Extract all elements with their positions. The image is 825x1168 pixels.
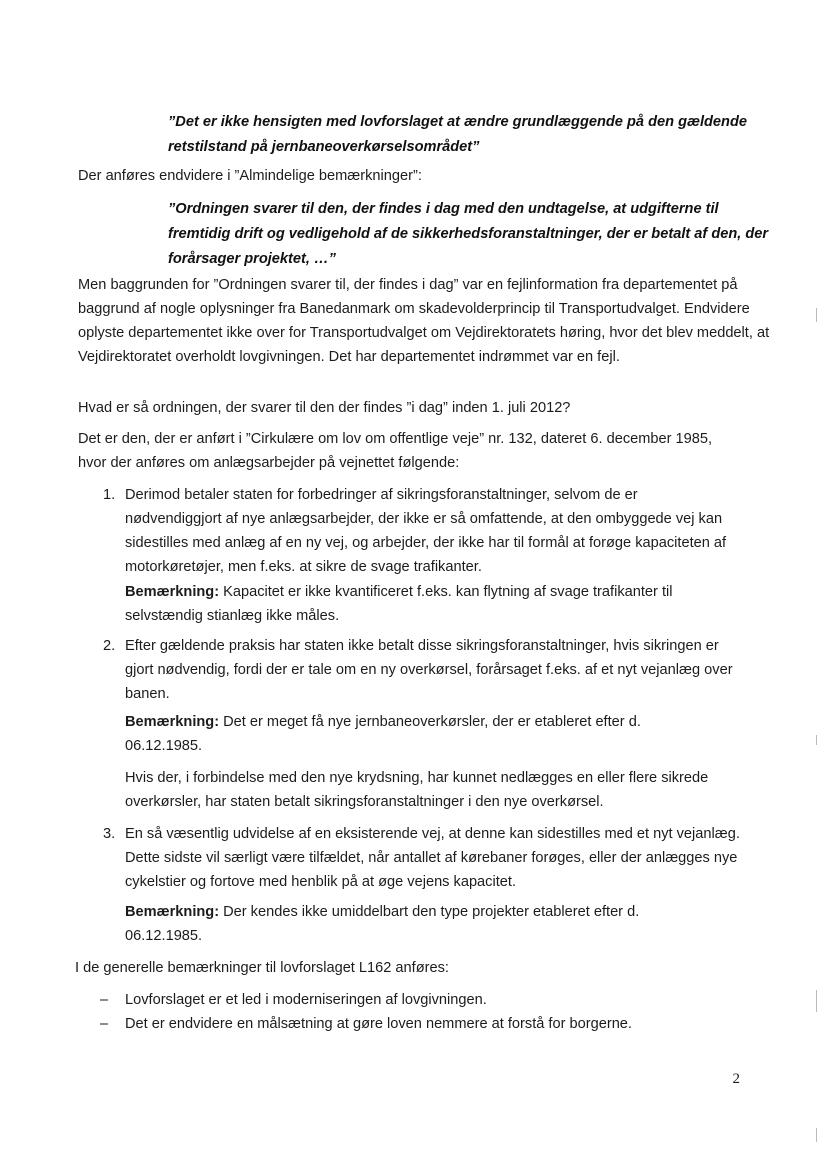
note-label: Bemærkning: — [125, 714, 220, 730]
scan-artifact — [816, 1128, 817, 1142]
scan-artifact — [816, 735, 817, 745]
scan-artifact — [816, 990, 817, 1012]
paragraph-question: Hvad er så ordningen, der svarer til den der findes ”i dag” inden 1. juli 2012? — [78, 400, 571, 416]
list-item-extra: Hvis der, i forbindelse med den nye krydsning, har kunnet nedlægges en eller flere sikrede overkørsler, har staten betalt sikringsforanstaltninger i den nye overkørsel. — [125, 770, 709, 810]
paragraph-background: Men baggrunden for ”Ordningen svarer til, der findes i dag” var en fejlinformation fra departementet på baggrund af nogle oplysninger fra Banedanmark om skadevolderprincip til Transportudvalget. Endvidere oplyste departementet ikke over for Transportudvalget om Vejdirektoratets høring, hvor det blev meddelt, at Vejdirektoratet overholdt lovgivningen. Det har departementet indrømmet var en fejl. — [78, 277, 770, 365]
list-item-text: Efter gældende praksis har staten ikke betalt disse sikringsforanstaltninger, hvis sikringen er gjort nødvendig, fordi der er tale om en ny overkørsel, forårsaget f.eks. af et nyt vejanlæg over banen. — [125, 638, 733, 702]
note-text: Der kendes ikke umiddelbart den type projekter etableret efter d. 06.12.1985. — [125, 904, 640, 944]
note-label: Bemærkning: — [125, 904, 220, 920]
list-item-text: En så væsentlig udvidelse af en eksisterende vej, at denne kan sidestilles med et nyt vejanlæg. Dette sidste vil særligt være tilfældet, når antallet af kørebaner forøges, eller der anlægges nye cykelstier og fortove med henblik på at øge vejens kapacitet. — [125, 826, 740, 890]
note-label: Bemærkning: — [125, 584, 220, 600]
paragraph-general: I de generelle bemærkninger til lovforslaget L162 anføres: — [75, 960, 449, 976]
list-item-text: Derimod betaler staten for forbedringer af sikringsforanstaltninger, selvom de er nødvendiggjort af nye anlægsarbejder, der ikke er så omfattende, at den ombyggede vej kan sidestilles med anlæg af en ny vej, og arbejder, der ikke har til formål at forøge kapaciteten af motorkøretøjer, men f.eks. at sikre de svage trafikanter. — [125, 487, 727, 575]
list-item-note — [125, 900, 700, 948]
quote-arrangement: ”Ordningen svarer til den, der findes i dag med den undtagelse, at udgifterne til fremtidig drift og vedligehold af de sikkerhedsforanstaltninger, der er betalt af den, der forårsager projektet, …” — [168, 201, 769, 267]
list-item-note — [125, 580, 710, 628]
bullet-item: Lovforslaget er et led i moderniseringen af lovgivningen. — [125, 992, 487, 1008]
list-item-number: 1. — [103, 487, 116, 503]
quote-legal-status: ”Det er ikke hensigten med lovforslaget at ændre grundlæggende på den gældende retstilstand på jernbaneoverkørselsområdet” — [168, 114, 747, 155]
note-text: Det er meget få nye jernbaneoverkørsler, der er etableret efter d. 06.12.1985. — [125, 714, 641, 754]
page-number: 2 — [732, 1071, 740, 1087]
list-item-number: 3. — [103, 826, 116, 842]
list-item-note — [125, 710, 705, 758]
scan-artifact — [816, 308, 817, 322]
list-item-number: 2. — [103, 638, 116, 654]
paragraph-circular: Det er den, der er anført i ”Cirkulære om lov om offentlige veje” nr. 132, dateret 6. december 1985, hvor der anføres om anlægsarbejder på vejnettet følgende: — [78, 431, 713, 471]
bullet-item: Det er endvidere en målsætning at gøre loven nemmere at forstå for borgerne. — [125, 1016, 632, 1032]
bullet-marker: – — [100, 1016, 109, 1032]
paragraph-intro: Der anføres endvidere i ”Almindelige bemærkninger”: — [78, 168, 422, 184]
note-text: Kapacitet er ikke kvantificeret f.eks. kan flytning af svage trafikanter til selvstændig stianlæg ikke måles. — [125, 584, 673, 624]
bullet-marker: – — [100, 992, 109, 1008]
